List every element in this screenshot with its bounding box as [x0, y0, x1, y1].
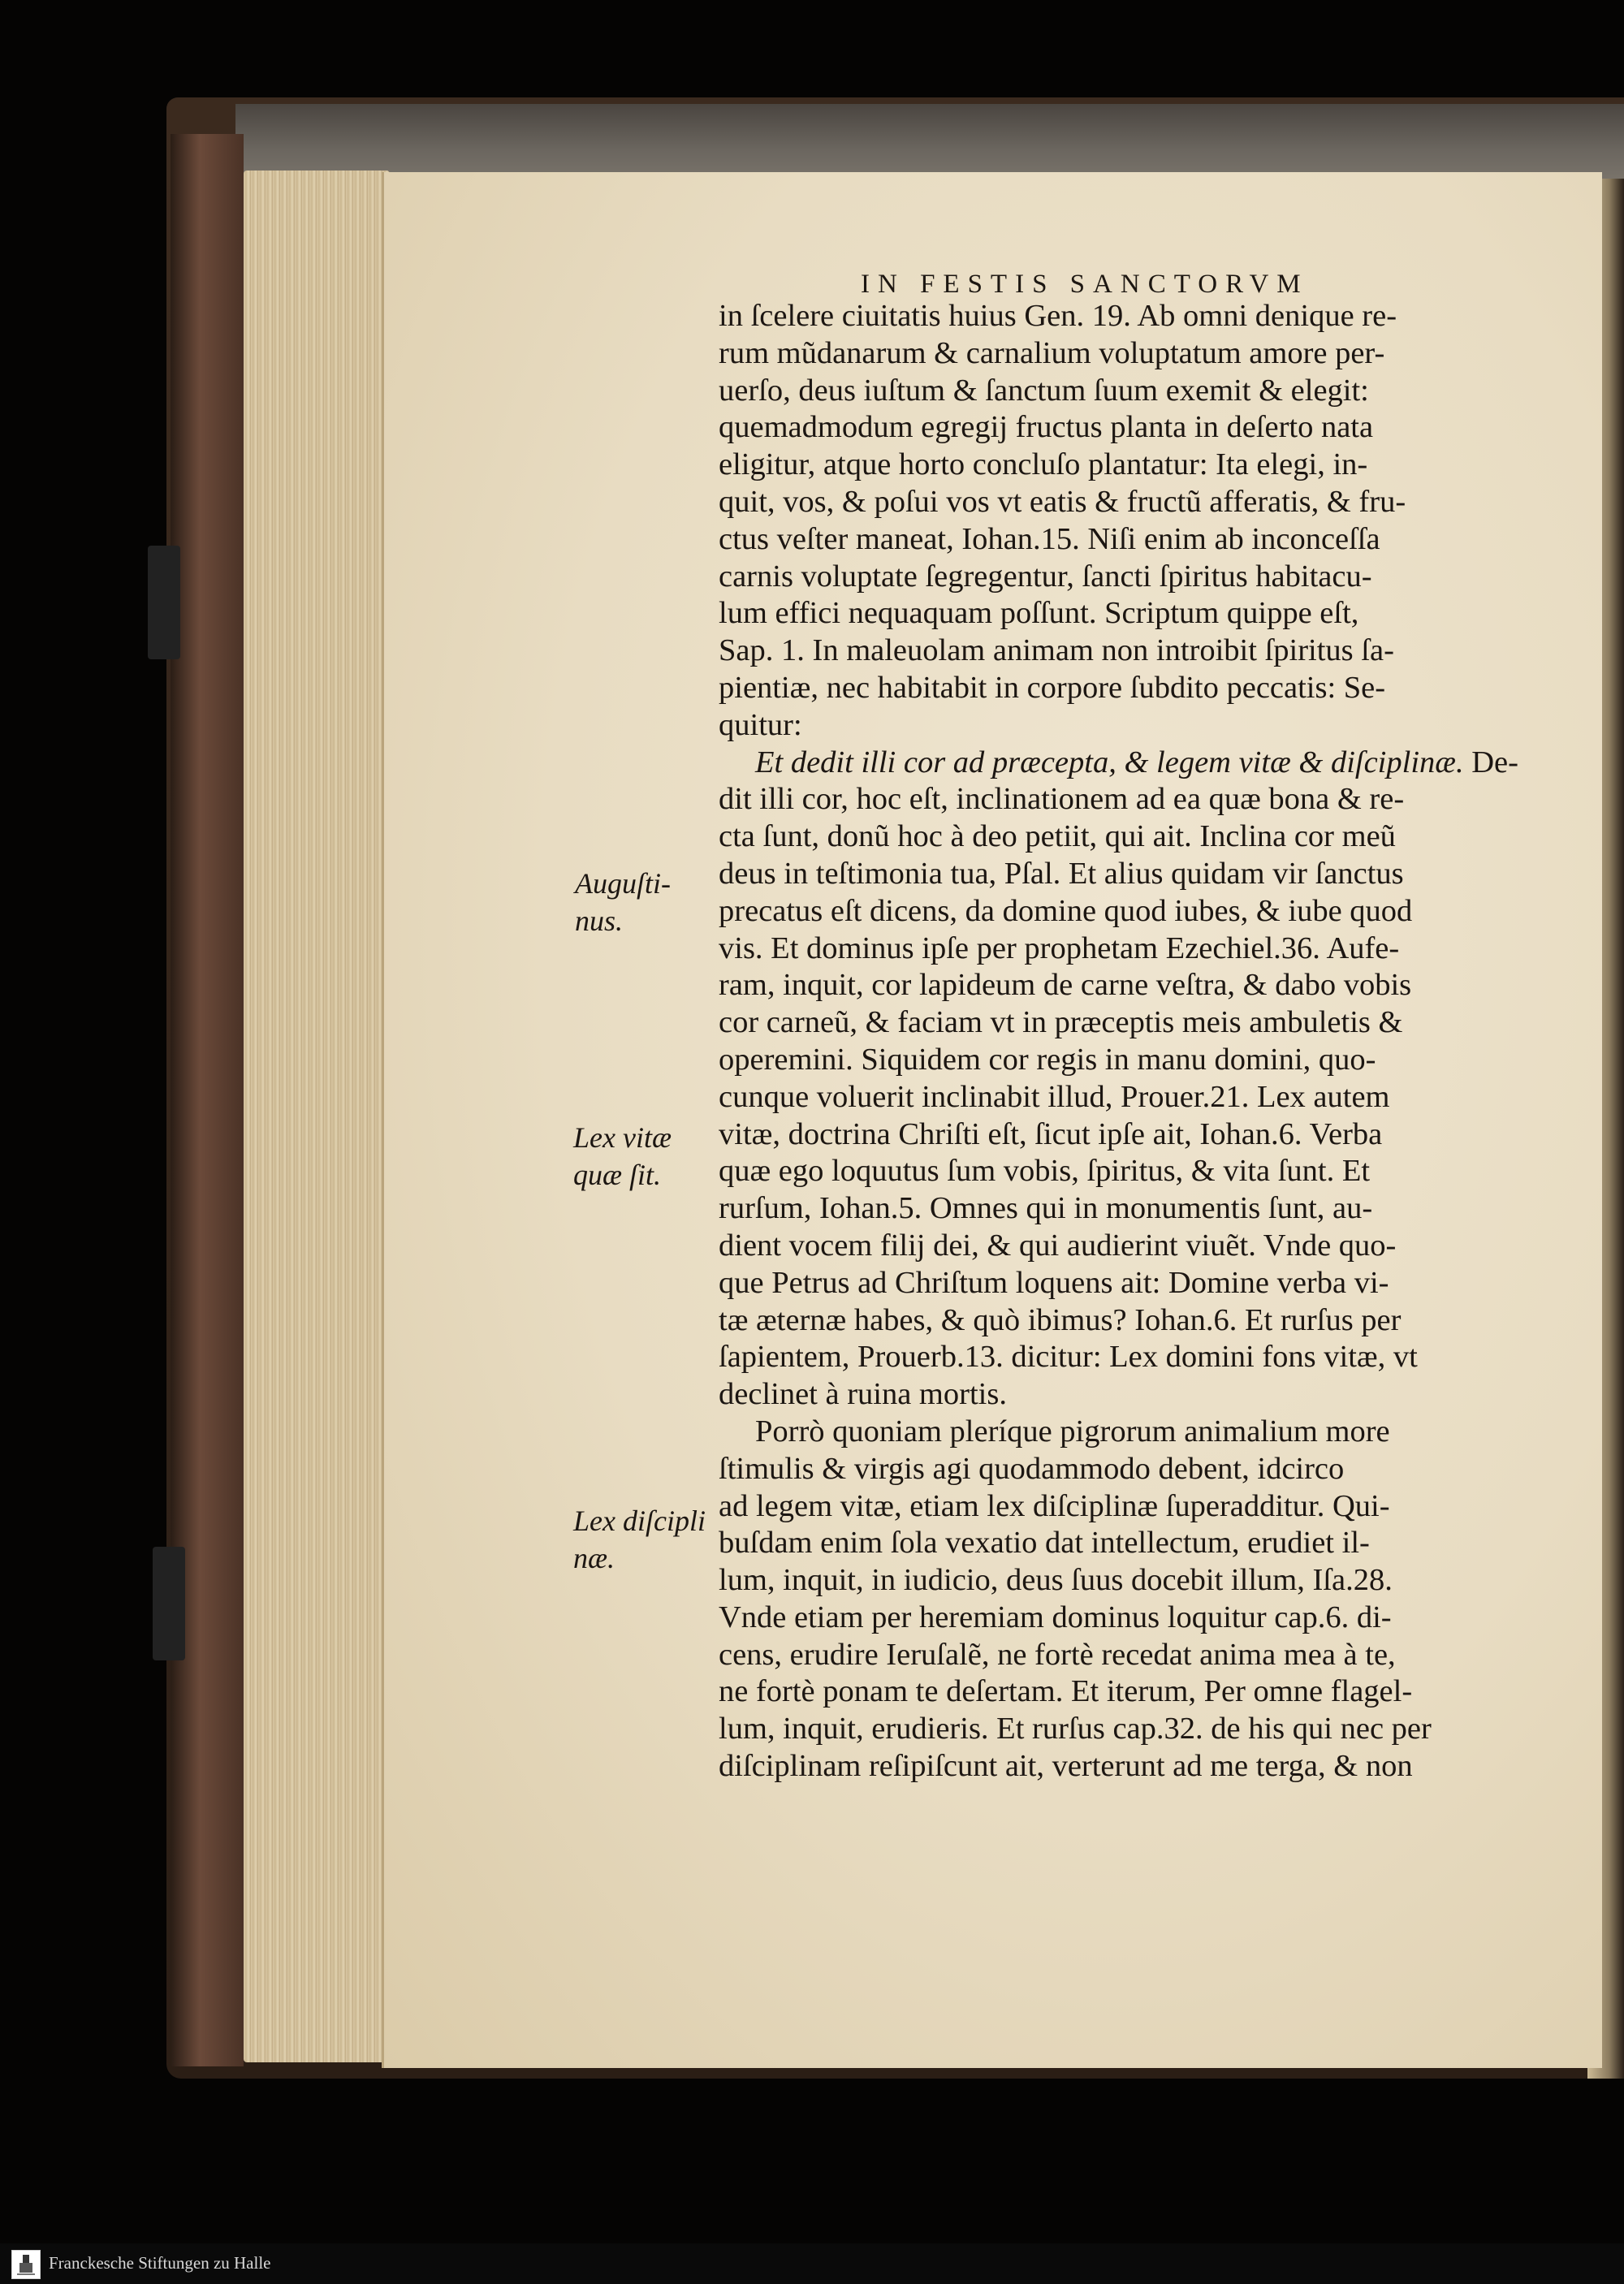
text-line: Vnde etiam per heremiam dominus loquitur cap.6. di-: [719, 1600, 1392, 1634]
marginal-gloss-augustinus: [575, 865, 671, 939]
gloss-line: Lex vitæ: [573, 1121, 672, 1154]
page-edges: [244, 171, 390, 2062]
running-head: IN FESTIS SANCTORVM: [861, 270, 1309, 299]
main-text-block: [719, 298, 1518, 1785]
text-line: buſdam enim ſola vexatio dat intellectum, erudiet il-: [719, 1526, 1370, 1561]
text-line: lum, inquit, in iudicio, deus ſuus docebit illum, Iſa.28.: [719, 1563, 1393, 1598]
text-line: ſapientem, Prouerb.13. dicitur: Lex domini fons vitæ, vt: [719, 1340, 1418, 1375]
text-line: vis. Et dominus ipſe per prophetam Ezechiel.36. Aufe-: [719, 930, 1400, 965]
gloss-line: Lex diſcipli: [573, 1505, 706, 1537]
institution-logo-icon: [11, 2250, 41, 2279]
book-spine: [171, 134, 244, 2066]
text-line: Sap. 1. In maleuolam animam non introibit ſpiritus ſa-: [719, 633, 1394, 668]
text-line: que Petrus ad Chriſtum loquens ait: Domine verba vi-: [719, 1265, 1389, 1300]
text-line: pientiæ, nec habitabit in corpore ſubdito peccatis: Se-: [719, 670, 1386, 705]
rubric-line: [719, 745, 1518, 782]
text-line: dient vocem filij dei, & qui audierint viuẽt. Vnde quo-: [719, 1228, 1397, 1263]
text-line: dit illi cor, hoc eſt, inclinationem ad ea quæ bona & re-: [719, 782, 1405, 817]
footer-institution: Franckesche Stiftungen zu Halle: [49, 2253, 271, 2273]
text-line: ad legem vitæ, etiam lex diſciplinæ ſuperadditur. Qui-: [719, 1488, 1390, 1523]
text-line: ram, inquit, cor lapideum de carne veſtra, & dabo vobis: [719, 968, 1412, 1003]
text-line: quit, vos, & poſui vos vt eatis & fructũ afferatis, & fru-: [719, 484, 1406, 519]
text-line: eligitur, atque horto concluſo plantatur: Ita elegi, in-: [719, 447, 1368, 482]
text-line: precatus eſt dicens, da domine quod iubes, & iube quod: [719, 893, 1413, 928]
gloss-line: quæ ſit.: [573, 1159, 662, 1191]
rubric-tail: De-: [1463, 745, 1518, 779]
text-line: carnis voluptate ſegregentur, ſancti ſpiritus habitacu-: [719, 559, 1372, 594]
gloss-line: Auguſti-: [575, 867, 671, 900]
text-line: cta ſunt, donũ hoc à deo petiit, qui ait. Inclina cor meũ: [719, 819, 1396, 854]
text-line: ſtimulis & virgis agi quodammodo debent, idcirco: [719, 1451, 1345, 1486]
text-line: rum mũdanarum & carnalium voluptatum amore per-: [719, 335, 1385, 370]
gloss-line: næ.: [573, 1542, 615, 1574]
text-line: quitur:: [719, 707, 802, 742]
text-line: uerſo, deus iuſtum & ſanctum ſuum exemit & elegit:: [719, 373, 1369, 408]
text-line: ctus veſter maneat, Iohan.15. Niſi enim ab inconceſſa: [719, 521, 1380, 556]
text-line: declinet à ruina mortis.: [719, 1377, 1007, 1412]
text-line: rurſum, Iohan.5. Omnes qui in monumentis ſunt, au-: [719, 1191, 1373, 1226]
text-line: operemini. Siquidem cor regis in manu domini, quo-: [719, 1042, 1376, 1077]
text-line: vitæ, doctrina Chriſti eſt, ſicut ipſe ait, Iohan.6. Verba: [719, 1116, 1383, 1151]
text-line: tæ æternæ habes, & quò ibimus? Iohan.6. Et rurſus per: [719, 1302, 1402, 1337]
text-line: cor carneũ, & faciam vt in præceptis meis ambuletis &: [719, 1005, 1403, 1040]
rubric-italic: Et dedit illi cor ad præcepta, & legem vitæ & diſciplinæ.: [755, 745, 1464, 779]
text-line: in ſcelere ciuitatis huius Gen. 19. Ab omni denique re-: [719, 299, 1397, 333]
paragraph-start-line: Porrò quoniam pleríque pigrorum animalium more: [755, 1414, 1390, 1449]
text-line: quæ ego loquutus ſum vobis, ſpiritus, & vita ſunt. Et: [719, 1154, 1371, 1189]
marginal-gloss-lex-vitae: [573, 1119, 672, 1194]
text-line: quemadmodum egregij fructus planta in deſerto nata: [719, 410, 1374, 445]
book-headband: [235, 104, 1624, 181]
footer-bar: [0, 2243, 1624, 2284]
clasp-lower: [153, 1547, 185, 1660]
gloss-line: nus.: [575, 905, 624, 937]
text-line: deus in teſtimonia tua, Pſal. Et alius quidam vir ſanctus: [719, 856, 1404, 891]
marginal-gloss-lex-disciplinae: [573, 1502, 706, 1577]
text-line: diſciplinam reſipiſcunt ait, verterunt ad me terga, & non: [719, 1749, 1413, 1784]
text-line: lum effici nequaquam poſſunt. Scriptum quippe eſt,: [719, 596, 1359, 631]
text-line: cens, erudire Ieruſalẽ, ne fortè recedat anima mea à te,: [719, 1637, 1396, 1672]
text-line: cunque voluerit inclinabit illud, Prouer.21. Lex autem: [719, 1079, 1390, 1114]
text-line: lum, inquit, erudieris. Et rurſus cap.32. de his qui nec per: [719, 1712, 1432, 1746]
text-line: ne fortè ponam te deſertam. Et iterum, Per omne flagel-: [719, 1674, 1413, 1709]
clasp-upper: [148, 546, 180, 659]
